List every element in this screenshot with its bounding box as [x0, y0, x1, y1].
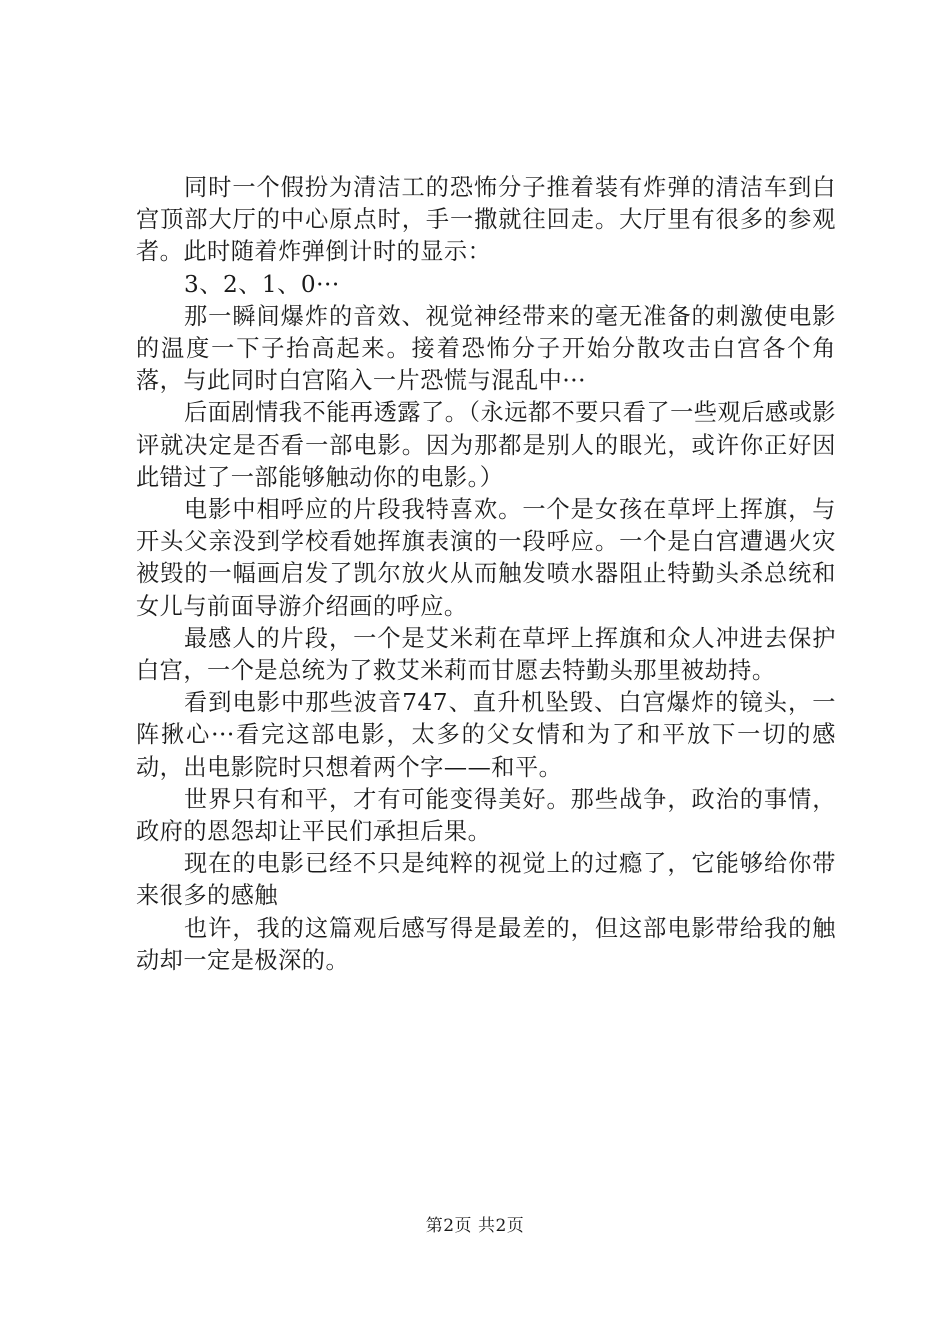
page-footer: 第2页 共2页 — [425, 1216, 525, 1236]
paragraph-6: 最感人的片段，一个是艾米莉在草坪上挥旗和众人冲进去保护白宫，一个是总统为了救艾米莉而甘愿去特勤头那里被劫持。 — [136, 624, 836, 685]
paragraph-3: 那一瞬间爆炸的音效、视觉神经带来的毫无准备的刺激使电影的温度一下子抬高起来。接着恐怖分子开始分散攻击白宫各个角落，与此同时白宫陷入一片恐慌与混乱中··· — [136, 302, 836, 395]
paragraph-7: 看到电影中那些波音747、直升机坠毁、白宫爆炸的镜头，一阵揪心···看完这部电影，太多的父女情和为了和平放下一切的感动，出电影院时只想着两个字——和平。 — [136, 689, 836, 781]
paragraph-8: 世界只有和平，才有可能变得美好。那些战争，政治的事情，政府的恩怨却让平民们承担后果。 — [136, 785, 836, 846]
paragraph-9: 现在的电影已经不只是纯粹的视觉上的过瘾了，它能够给你带来很多的感触 — [136, 850, 836, 910]
paragraph-2: 3、2、1、0··· — [184, 270, 340, 298]
paragraph-1: 同时一个假扮为清洁工的恐怖分子推着装有炸弹的清洁车到白宫顶部大厅的中心原点时，手一撒就往回走。大厅里有很多的参观者。此时随着炸弹倒计时的显示： — [136, 174, 836, 266]
paragraph-4: 后面剧情我不能再透露了。（永远都不要只看了一些观后感或影评就决定是否看一部电影。因为那都是别人的眼光，或许你正好因此错过了一部能够触动你的电影。） — [136, 399, 836, 491]
paragraph-10: 也许，我的这篇观后感写得是最差的，但这部电影带给我的触动却一定是极深的。 — [136, 914, 836, 974]
document-body — [136, 172, 836, 977]
paragraph-5: 电影中相呼应的片段我特喜欢。一个是女孩在草坪上挥旗，与开头父亲没到学校看她挥旗表演的一段呼应。一个是白宫遭遇火灾被毁的一幅画启发了凯尔放火从而触发喷水器阻止特勤头杀总统和女儿与前面导游介绍画的呼应。 — [136, 496, 836, 620]
